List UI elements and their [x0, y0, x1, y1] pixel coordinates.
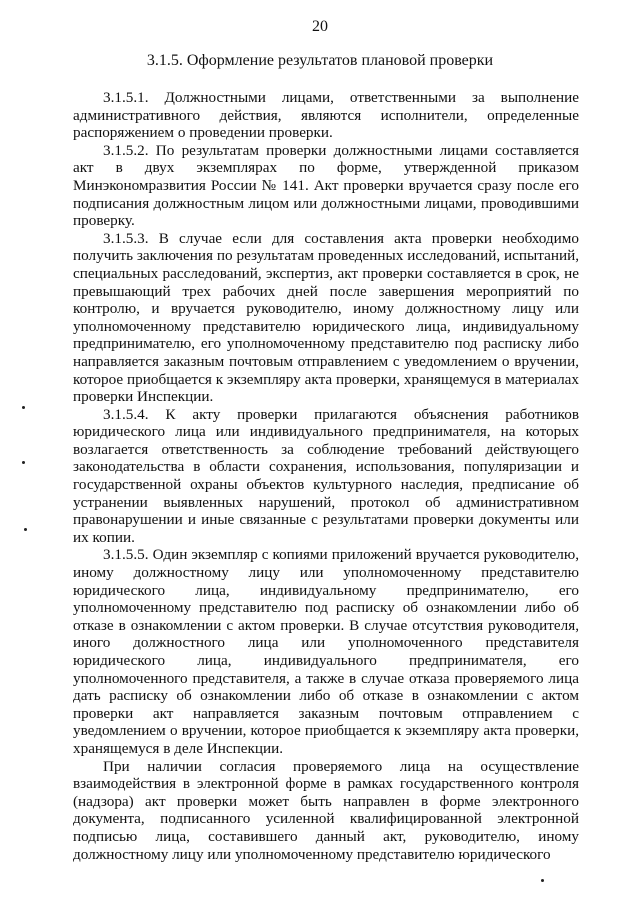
scan-speck [541, 879, 544, 882]
paragraph-electronic-form: При наличии согласия проверяемого лица на осуществление взаимодействия в электронной форме в рамках государственного контроля (надзора) акт проверки может быть направлен в форме электронного документа, подписанного усиленной квалифицированной электронной подписью лица, составившего данный акт, руководителю, иному должностному лицу или уполномоченному представителю юридического [73, 757, 579, 863]
scan-speck [22, 406, 25, 409]
section-heading: 3.1.5. Оформление результатов плановой проверки [146, 52, 494, 69]
page-number: 20 [312, 18, 328, 35]
scan-speck [22, 461, 25, 464]
paragraph-3-1-5-4: 3.1.5.4. К акту проверки прилагаются объяснения работников юридического лица или индивидуального предпринимателя, на которых возлагается ответственность за соблюдение требований действующего законодательства в области сохранения, использования, популяризации и государственной охраны объектов культурного наследия, предписание об устранении выявленных нарушений, протокол об административном правонарушении и иные связанные с результатами проверки документы или их копии. [73, 405, 579, 546]
paragraph-3-1-5-2: 3.1.5.2. По результатам проверки должностными лицами составляется акт в двух экземплярах по форме, утвержденной приказом Минэкономразвития России № 141. Акт проверки вручается сразу после его подписания должностным лицом или должностными лицами, проводившими проверку. [73, 141, 579, 230]
paragraph-3-1-5-5: 3.1.5.5. Один экземпляр с копиями приложений вручается руководителю, иному должностному лицу или уполномоченному представителю юридического лица, индивидуальному предпринимателю, его уполномоченному представителю под расписку об ознакомлении либо об отказе в ознакомлении с актом проверки. В случае отсутствия руководителя, иного должностного лица или уполномоченного представителя юридического лица, индивидуального предпринимателя, его уполномоченного представителя, а также в случае отказа проверяемого лица дать расписку об ознакомлении либо об отказе в ознакомлении с актом проверки акт направляется заказным почтовым отправлением с уведомлением о вручении, которое приобщается к экземпляру акта проверки, хранящемуся в деле Инспекции. [73, 546, 579, 757]
paragraph-3-1-5-3: 3.1.5.3. В случае если для составления акта проверки необходимо получить заключения по результатам проведенных исследований, испытаний, специальных расследований, экспертиз, акт проверки составляется в срок, не превышающий трех рабочих дней после завершения мероприятий по контролю, и вручается руководителю, иному должностному лицу или уполномоченному представителю юридического лица, индивидуальному предпринимателю, его уполномоченному представителю под расписку либо направляется заказным почтовым отправлением с уведомлением о вручении, которое приобщается к экземпляру акта проверки, хранящемуся в материалах проверки Инспекции. [73, 229, 579, 406]
paragraph-3-1-5-1: 3.1.5.1. Должностными лицами, ответственными за выполнение административного действия, являются исполнители, определенные распоряжением о проведении проверки. [73, 89, 579, 142]
scan-speck [24, 528, 27, 531]
document-body [73, 89, 579, 863]
